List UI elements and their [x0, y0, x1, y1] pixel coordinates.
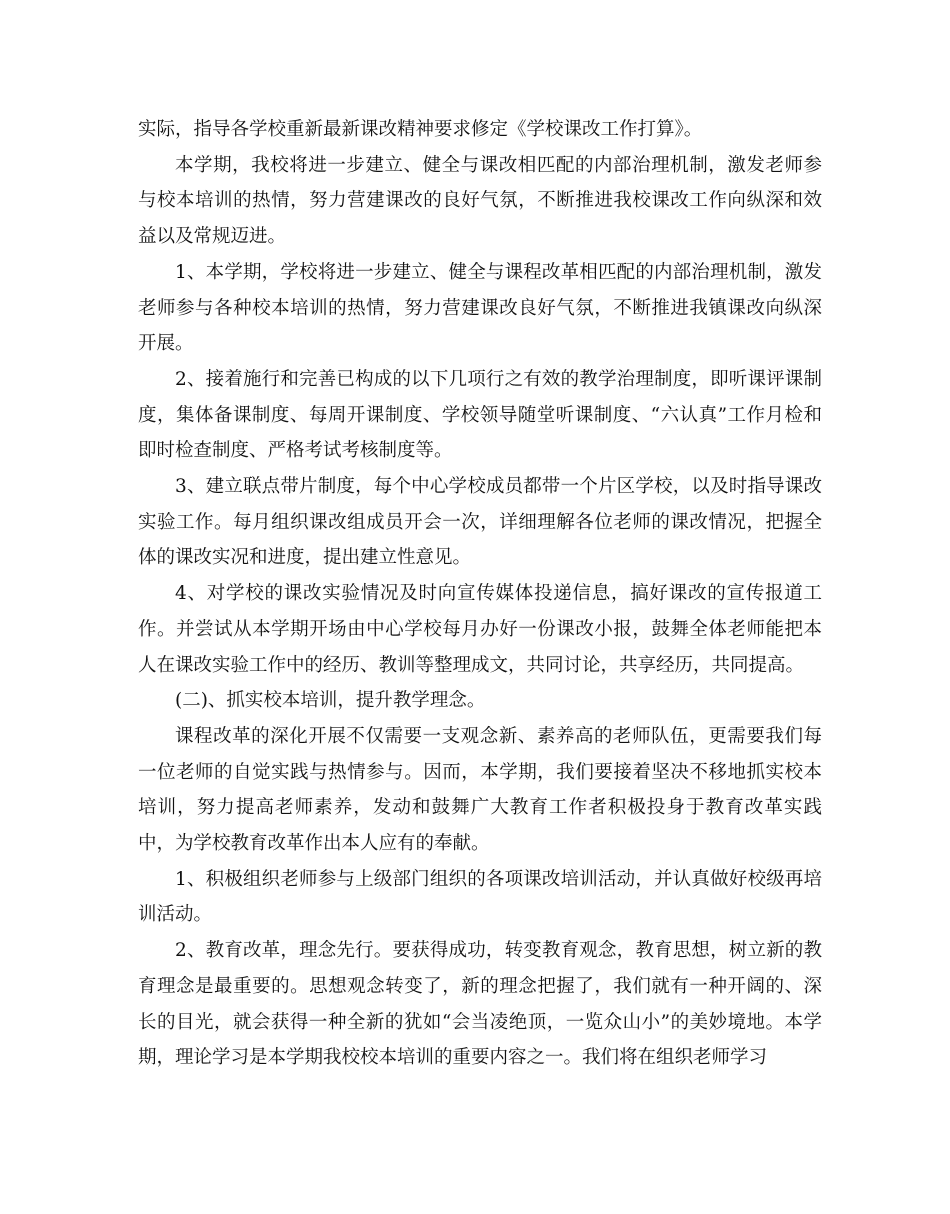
paragraph-6: 4、对学校的课改实验情况及时向宣传媒体投递信息，搞好课改的宣传报道工作。并尝试从本学期开场由中心学校每月办好一份课改小报，鼓舞全体老师能把本人在课改实验工作中的经历、教训等整理成文，共同讨论，共享经历，共同提高。: [138, 583, 822, 676]
paragraph-1: 实际，指导各学校重新最新课改精神要求修定《学校课改工作打算》。: [138, 119, 703, 140]
paragraph-4: 2、接着施行和完善已构成的以下几项行之有效的教学治理制度，即听课评课制度，集体备课制度、每周开课制度、学校领导随堂听课制度、“六认真”工作月检和即时检查制度、严格考试考核制度等。: [138, 368, 822, 462]
document-body: [138, 112, 822, 1076]
paragraph-8: 课程改革的深化开展不仅需要一支观念新、素养高的老师队伍，更需要我们每一位老师的自觉实践与热情参与。因而，本学期，我们要接着坚决不移地抓实校本培训，努力提高老师素养，发动和鼓舞广大教育工作者积极投身于教育改革实践中，为学校教育改革作出本人应有的奉献。: [138, 725, 822, 855]
section-heading: (二)、抓实校本培训，提升教学理念。: [175, 690, 486, 712]
paragraph-10: 2、教育改革，理念先行。要获得成功，转变教育观念，教育思想，树立新的教育理念是最重要的。思想观念转变了，新的理念把握了，我们就有一种开阔的、深长的目光，就会获得一种全新的犹如“会当凌绝顶，一览众山小”的美妙境地。本学期，理论学习是本学期我校校本培训的重要内容之一。我们将在组织老师学习: [138, 940, 822, 1069]
paragraph-3: 1、本学期，学校将进一步建立、健全与课程改革相匹配的内部治理机制，激发老师参与各种校本培训的热情，努力营建课改良好气氛，不断推进我镇课改向纵深开展。: [138, 261, 822, 355]
paragraph-2: 本学期，我校将进一步建立、健全与课改相匹配的内部治理机制，激发老师参与校本培训的热情，努力营建课改的良好气氛，不断推进我校课改工作向纵深和效益以及常规迈进。: [138, 154, 822, 248]
paragraph-5: 3、建立联点带片制度，每个中心学校成员都带一个片区学校，以及时指导课改实验工作。每月组织课改组成员开会一次，详细理解各位老师的课改情况，把握全体的课改实况和进度，提出建立性意见。: [138, 476, 822, 569]
paragraph-9: 1、积极组织老师参与上级部门组织的各项课改培训活动，并认真做好校级再培训活动。: [138, 868, 822, 926]
